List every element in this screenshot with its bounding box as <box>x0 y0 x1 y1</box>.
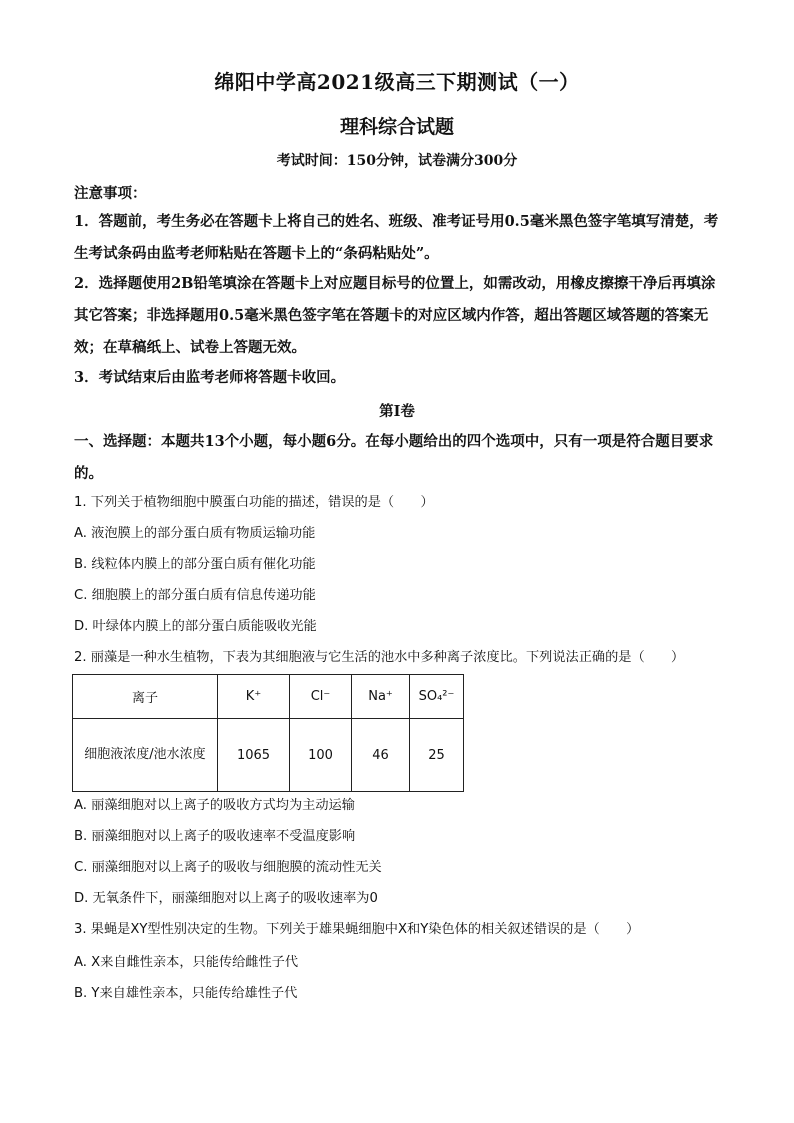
question-2-option-a: A. 丽藻细胞对以上离子的吸收方式均为主动运输 <box>74 798 355 813</box>
table-cell: 46 <box>352 719 410 792</box>
table-row-label: 细胞液浓度/池水浓度 <box>84 747 206 762</box>
table-header-cell: SO₄²⁻ <box>410 675 464 719</box>
table-cell: 25 <box>410 719 464 792</box>
exam-subtitle: 理科综合试题 <box>339 116 454 138</box>
table-cell: 1065 <box>218 719 290 792</box>
question-1-stem: 1. 下列关于植物细胞中膜蛋白功能的描述，错误的是（ ） <box>74 495 434 510</box>
notice-item-3: 3．考试结束后由监考老师将答题卡收回。 <box>74 369 346 386</box>
question-1-option-a: A. 液泡膜上的部分蛋白质有物质运输功能 <box>74 526 316 541</box>
question-2-option-b: B. 丽藻细胞对以上离子的吸收速率不受温度影响 <box>74 829 356 844</box>
question-1-option-c: C. 细胞膜上的部分蛋白质有信息传递功能 <box>74 588 316 603</box>
table-cell-label <box>73 719 218 792</box>
question-3-option-b: B. Y来自雄性亲本，只能传给雄性子代 <box>74 986 298 1001</box>
exam-title: 绵阳中学高2021级高三下期测试（一） <box>214 70 580 94</box>
notice-title: 注意事项： <box>74 185 147 202</box>
table-header-cell: K⁺ <box>218 675 290 719</box>
table-header-row <box>73 675 464 719</box>
question-1-option-b: B. 线粒体内膜上的部分蛋白质有催化功能 <box>74 557 316 572</box>
section-title: 第I卷 <box>379 403 415 420</box>
table-header-cell: Na⁺ <box>352 675 410 719</box>
table-header-cell: 离子 <box>73 675 218 719</box>
section-instruction: 一、选择题：本题共13个小题，每小题6分。在每小题给出的四个选项中，只有一项是符合题目要求的。 <box>74 433 714 482</box>
notice-item-2: 2．选择题使用2B铅笔填涂在答题卡上对应题目标号的位置上，如需改动，用橡皮擦擦干净后再填涂其它答案；非选择题用0.5毫米黑色签字笔在答题卡的对应区域内作答，超出答题区域答题的答案无效；在草稿纸上、试卷上答题无效。 <box>74 275 716 356</box>
question-3-stem: 3. 果蝇是XY型性别决定的生物。下列关于雄果蝇细胞中X和Y染色体的相关叙述错误的是（ ） <box>74 922 640 937</box>
ion-concentration-table <box>72 674 464 792</box>
question-2-stem: 2. 丽藻是一种水生植物，下表为其细胞液与它生活的池水中多种离子浓度比。下列说法正确的是（ ） <box>74 650 685 665</box>
question-2-option-c: C. 丽藻细胞对以上离子的吸收与细胞膜的流动性无关 <box>74 860 382 875</box>
table-row <box>73 719 464 792</box>
question-2-option-d: D. 无氧条件下，丽藻细胞对以上离子的吸收速率为0 <box>74 891 378 906</box>
table-cell: 100 <box>290 719 352 792</box>
notice-item-1: 1．答题前，考生务必在答题卡上将自己的姓名、班级、准考证号用0.5毫米黑色签字笔填写清楚，考生考试条码由监考老师粘贴在答题卡上的“条码粘贴处”。 <box>74 213 719 262</box>
exam-info: 考试时间：150分钟，试卷满分300分 <box>276 153 518 169</box>
table-header-cell: Cl⁻ <box>290 675 352 719</box>
question-3-option-a: A. X来自雌性亲本，只能传给雌性子代 <box>74 955 299 970</box>
question-1-option-d: D. 叶绿体内膜上的部分蛋白质能吸收光能 <box>74 619 317 634</box>
